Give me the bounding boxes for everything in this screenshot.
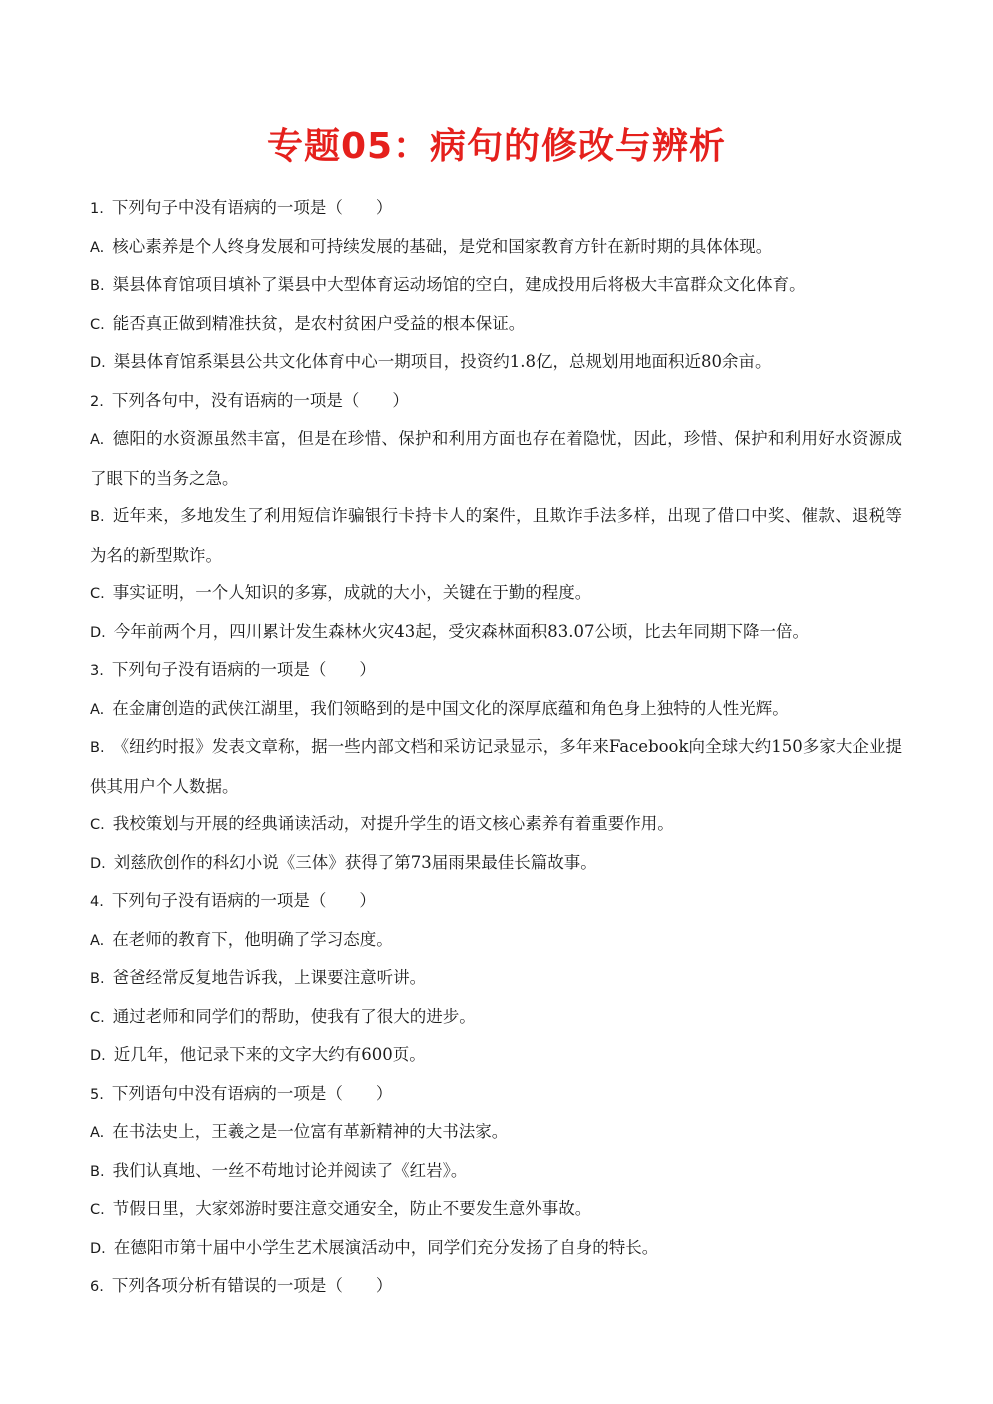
question-stem bbox=[90, 1273, 902, 1300]
option-text: 我们认真地、一丝不苟地讨论并阅读了《红岩》。 bbox=[112, 1160, 468, 1180]
option-label: C. bbox=[90, 1009, 105, 1026]
option-text: 渠县体育馆系渠县公共文化体育中心一期项目，投资约1.8亿，总规划用地面积近80余亩。 bbox=[113, 352, 772, 371]
option-text: 渠县体育馆项目填补了渠县中大型体育运动场馆的空白，建成投用后将极大丰富群众文化体育。 bbox=[112, 275, 806, 294]
question-text: 下列句子中没有语病的一项是（ ） bbox=[111, 198, 393, 217]
option-text: 能否真正做到精准扶贫，是农村贫困户受益的根本保证。 bbox=[112, 313, 526, 333]
answer-option bbox=[90, 965, 902, 992]
option-text: 我校策划与开展的经典诵读活动，对提升学生的语文核心素养有着重要作用。 bbox=[112, 814, 674, 833]
answer-option bbox=[90, 696, 902, 723]
option-label: A. bbox=[90, 932, 105, 949]
option-label: A. bbox=[90, 239, 105, 256]
answer-option bbox=[90, 811, 902, 838]
answer-option bbox=[90, 728, 902, 806]
option-text: 近几年，他记录下来的文字大约有600页。 bbox=[113, 1045, 426, 1064]
option-label: D. bbox=[90, 1240, 106, 1257]
option-label: D. bbox=[90, 855, 106, 872]
option-text: 在金庸创造的武侠江湖里，我们领略到的是中国文化的深厚底蕴和角色身上独特的人性光辉。 bbox=[112, 698, 789, 718]
question-number: 6. bbox=[90, 1279, 104, 1295]
answer-option bbox=[90, 311, 902, 338]
option-label: B. bbox=[90, 740, 105, 756]
question-number: 4. bbox=[90, 894, 104, 910]
option-label: D. bbox=[90, 1048, 106, 1064]
question-number: 3. bbox=[90, 663, 104, 679]
answer-option bbox=[90, 1042, 902, 1069]
answer-option bbox=[90, 1119, 902, 1146]
option-text: 《纽约时报》发表文章称，据一些内部文档和采访记录显示，多年来Facebook向全球大约150多家大企业提供其用户个人数据。 bbox=[90, 737, 902, 796]
option-label: B. bbox=[90, 509, 105, 525]
answer-option bbox=[90, 927, 902, 954]
answer-option bbox=[90, 234, 902, 261]
question-text: 下列句子没有语病的一项是（ ） bbox=[111, 891, 376, 910]
answer-option bbox=[90, 850, 902, 877]
answer-option bbox=[90, 580, 902, 607]
option-label: A. bbox=[90, 432, 105, 448]
option-text: 在德阳市第十届中小学生艺术展演活动中，同学们充分发扬了自身的特长。 bbox=[113, 1237, 659, 1257]
option-text: 在老师的教育下，他明确了学习态度。 bbox=[112, 929, 393, 949]
question-stem bbox=[90, 1081, 902, 1108]
answer-option bbox=[90, 420, 902, 498]
question-stem bbox=[90, 195, 902, 222]
option-text: 在书法史上，王羲之是一位富有革新精神的大书法家。 bbox=[112, 1122, 509, 1141]
option-label: B. bbox=[90, 278, 105, 294]
option-text: 今年前两个月，四川累计发生森林火灾43起，受灾森林面积83.07公顷，比去年同期下降一倍。 bbox=[113, 621, 810, 641]
option-text: 近年来，多地发生了利用短信诈骗银行卡持卡人的案件，且欺诈手法多样，出现了借口中奖、催款、退税等为名的新型欺诈。 bbox=[90, 506, 902, 565]
question-number: 5. bbox=[90, 1086, 104, 1103]
answer-option bbox=[90, 1004, 902, 1031]
answer-option bbox=[90, 349, 902, 376]
option-label: C. bbox=[90, 817, 105, 833]
option-label: B. bbox=[90, 971, 105, 987]
question-text: 下列语句中没有语病的一项是（ ） bbox=[111, 1083, 393, 1103]
option-label: A. bbox=[90, 1125, 105, 1141]
option-text: 爸爸经常反复地告诉我，上课要注意听讲。 bbox=[112, 968, 427, 987]
option-text: 核心素养是个人终身发展和可持续发展的基础，是党和国家教育方针在新时期的具体体现。 bbox=[112, 236, 773, 256]
question-stem bbox=[90, 388, 902, 415]
option-label: C. bbox=[90, 1202, 105, 1218]
answer-option bbox=[90, 1235, 902, 1262]
answer-option bbox=[90, 272, 902, 299]
option-text: 节假日里，大家郊游时要注意交通安全，防止不要发生意外事故。 bbox=[112, 1199, 592, 1218]
question-stem bbox=[90, 657, 902, 684]
option-text: 刘慈欣创作的科幻小说《三体》获得了第73届雨果最佳长篇故事。 bbox=[113, 852, 597, 872]
page-title: 专题05：病句的修改与辨析 bbox=[266, 126, 727, 167]
answer-option bbox=[90, 619, 902, 646]
question-number: 1. bbox=[90, 201, 104, 217]
question-number: 2. bbox=[90, 393, 104, 410]
option-label: D. bbox=[90, 624, 106, 641]
question-text: 下列句子没有语病的一项是（ ） bbox=[111, 660, 376, 679]
answer-option bbox=[90, 1196, 902, 1223]
option-text: 事实证明，一个人知识的多寡，成就的大小，关键在于勤的程度。 bbox=[112, 583, 592, 602]
option-text: 德阳的水资源虽然丰富，但是在珍惜、保护和利用方面也存在着隐忧，因此，珍惜、保护和利用好水资源成了眼下的当务之急。 bbox=[90, 429, 902, 488]
answer-option bbox=[90, 1158, 902, 1185]
option-text: 通过老师和同学们的帮助，使我有了很大的进步。 bbox=[112, 1006, 476, 1026]
option-label: B. bbox=[90, 1163, 105, 1180]
question-list bbox=[90, 195, 902, 1312]
question-stem bbox=[90, 888, 902, 915]
option-label: C. bbox=[90, 586, 105, 602]
option-label: A. bbox=[90, 701, 105, 718]
option-label: C. bbox=[90, 316, 105, 333]
question-text: 下列各项分析有错误的一项是（ ） bbox=[111, 1276, 393, 1295]
question-text: 下列各句中，没有语病的一项是（ ） bbox=[111, 390, 409, 410]
option-label: D. bbox=[90, 355, 106, 371]
answer-option bbox=[90, 497, 902, 575]
